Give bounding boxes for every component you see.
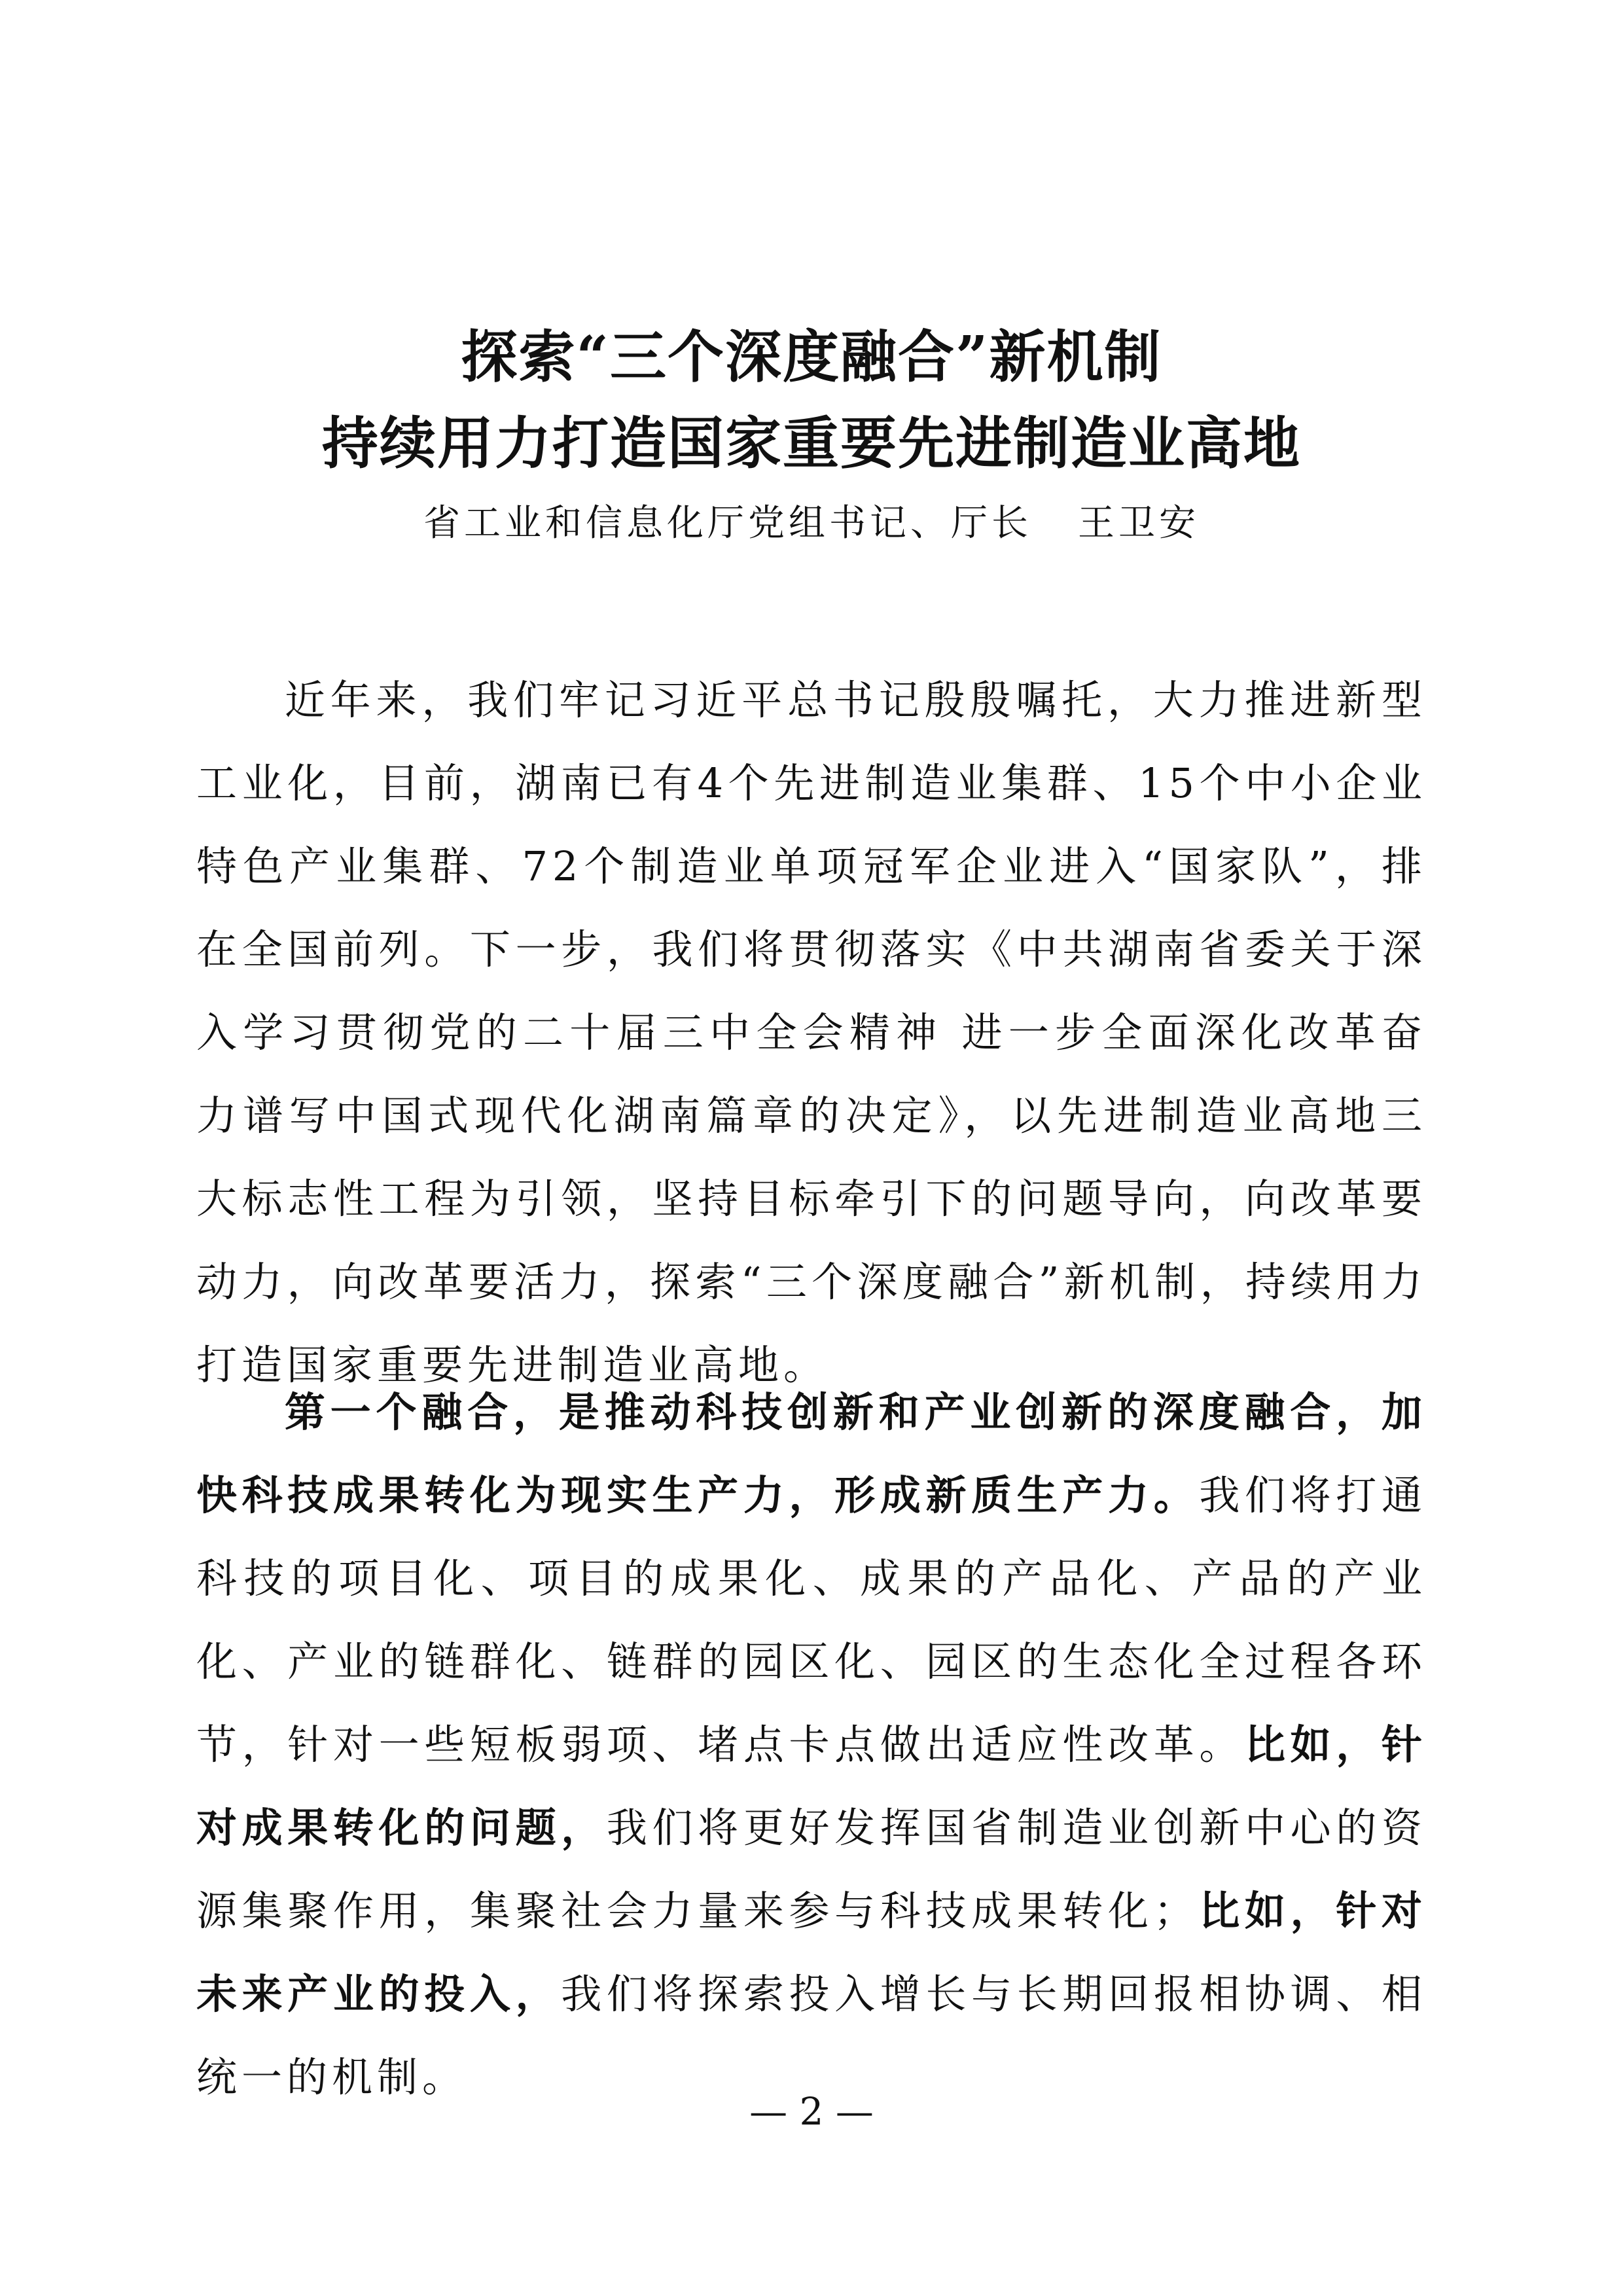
paragraph-first-fusion-text-3: 我们将探索投入增长与长期回报相协调、相统一的机制。 [196,1970,1427,2101]
paragraph-first-fusion-text-1: 我们将打通科技的项目化、项目的成果化、成果的产品化、产品的产业化、产业的链群化、链群的园区化、园区的生态化全过程各环节，针对一些短板弱项、堵点卡点做出适应性改革。 [196,1471,1427,1768]
page-number: — 2 — [749,2089,874,2134]
author-name: 王卫安 [1078,502,1200,545]
author-position: 省工业和信息化厅党组书记、厅长 [423,502,1032,545]
title-line-2: 持续用力打造国家重要先进制造业高地 [322,410,1301,476]
paragraph-first-fusion-text-2: 我们将更好发挥国省制造业创新中心的资源集聚作用，集聚社会力量来参与科技成果转化； [196,1804,1427,1935]
paragraph-intro [196,658,1427,1407]
paragraph-first-fusion-heading: 第一个融合，是推动科技创新和产业创新的深度融合，加快科技成果转化为现实生产力，形成新质生产力。 [196,1388,1427,1519]
paragraph-intro-text: 近年来，我们牢记习近平总书记殷殷嘱托，大力推进新型工业化，目前，湖南已有4个先进制造业集群、15个中小企业特色产业集群、72个制造业单项冠军企业进入“国家队”，排在全国前列。下一步，我们将贯彻落实《中共湖南省委关于深入学习贯彻党的二十届三中全会精神 进一步全面深化改革奋力谱写中国式现代化湖南篇章的决定》，以先进制造业高地三大标志性工程为引领，坚持目标牵引下的问题导向，向改革要动力，向改革要活力，探索“三个深度融合”新机制，持续用力打造国家重要先进制造业高地。 [196,676,1427,1389]
paragraph-first-fusion [196,1371,1427,2119]
paragraph-first-fusion-example-2: 比如，针对未来产业的投入， [196,1887,1427,2018]
title-line-1: 探索“三个深度融合”新机制 [461,324,1162,390]
author-byline [0,497,1623,550]
paragraph-first-fusion-example-1: 比如，针对成果转化的问题， [196,1721,1427,1852]
